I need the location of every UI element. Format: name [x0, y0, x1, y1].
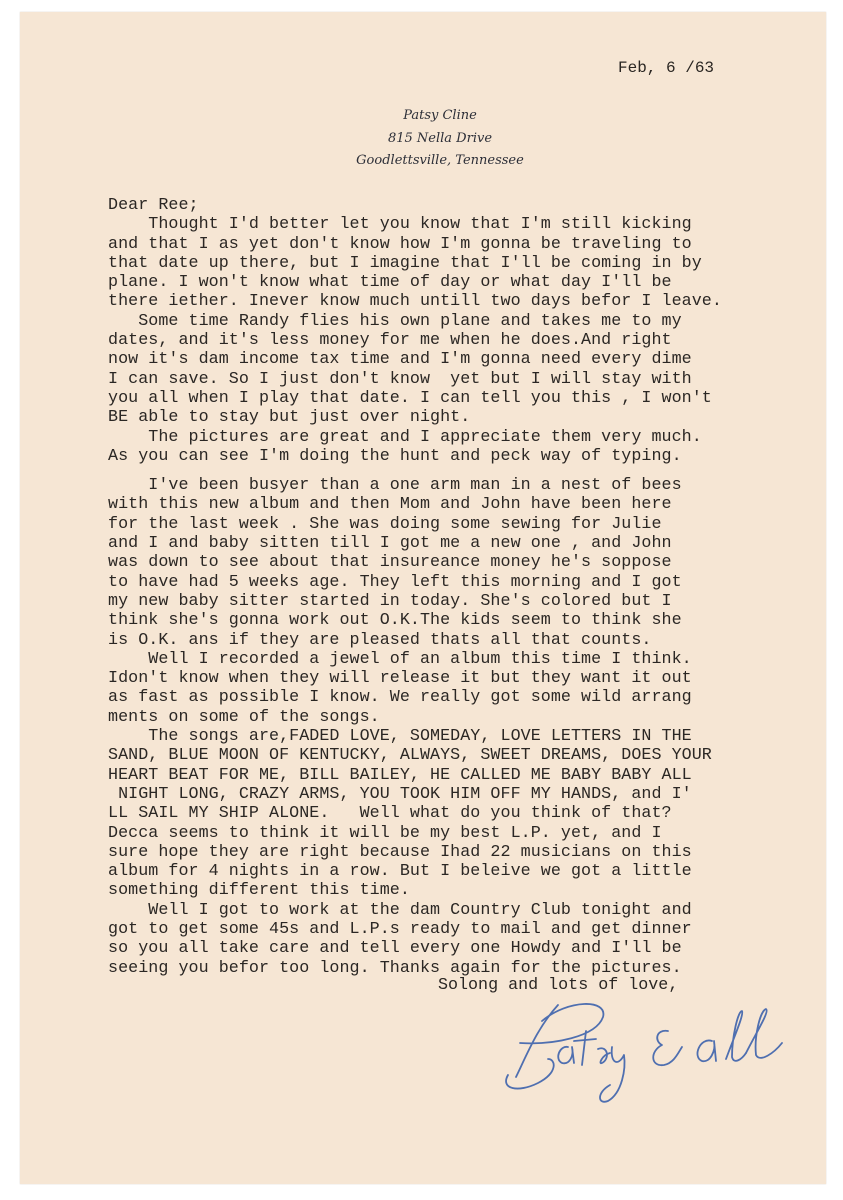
body-line: got to get some 45s and L.P.s ready to mail and get dinner	[108, 919, 692, 939]
body-line: SAND, BLUE MOON OF KENTUCKY, ALWAYS, SWEET DREAMS, DOES YOUR	[108, 746, 712, 766]
body-line: and I and baby sitten till I got me a new one , and John	[108, 534, 672, 554]
letter-date: Feb, 6 /63	[618, 59, 715, 77]
letter-paper	[20, 12, 826, 1184]
salutation: Dear Ree;	[108, 196, 199, 215]
body-line: is O.K. ans if they are pleased thats all that counts.	[108, 630, 652, 650]
body-line: that date up there, but I imagine that I'll be coming in by	[108, 253, 702, 273]
letterhead-name: Patsy Cline	[403, 108, 477, 123]
body-line: Thought I'd better let you know that I'm still kicking	[108, 215, 692, 235]
handwritten-signature	[498, 997, 798, 1107]
body-line: I can save. So I just don't know yet but I will stay with	[108, 369, 692, 389]
body-line: Well I recorded a jewel of an album this time I think.	[108, 649, 692, 669]
body-line: so you all take care and tell every one Howdy and I'll be	[108, 939, 682, 959]
body-line: was down to see about that insureance money he's soppose	[108, 553, 672, 573]
body-line: and that I as yet don't know how I'm gonna be traveling to	[108, 234, 692, 254]
body-line: HEART BEAT FOR ME, BILL BAILEY, HE CALLED ME BABY BABY ALL	[108, 765, 692, 785]
letterhead-street: 815 Nella Drive	[387, 130, 493, 146]
body-line: plane. I won't know what time of day or what day I'll be	[108, 273, 672, 293]
body-line: to have had 5 weeks age. They left this morning and I got	[108, 572, 682, 592]
body-line: seeing you befor too long. Thanks again for the pictures.	[108, 958, 682, 978]
body-line: Well I got to work at the dam Country Club tonight and	[108, 900, 692, 920]
body-line: for the last week . She was doing some sewing for Julie	[108, 514, 662, 534]
body-line: album for 4 nights in a row. But I beleive we got a little	[108, 862, 692, 882]
body-line: now it's dam income tax time and I'm gonna need every dime	[108, 350, 692, 370]
body-line: as fast as possible I know. We really got some wild arrang	[108, 688, 692, 708]
letter-body	[108, 196, 838, 978]
body-line: NIGHT LONG, CRAZY ARMS, YOU TOOK HIM OFF MY HANDS, and I'	[108, 784, 692, 804]
body-line: ments on some of the songs.	[108, 707, 380, 727]
body-line: The pictures are great and I appreciate them very much.	[108, 427, 702, 447]
body-line: As you can see I'm doing the hunt and peck way of typing.	[108, 446, 682, 466]
letter-closing: Solong and lots of love,	[438, 976, 679, 995]
body-line: BE able to stay but just over night.	[108, 408, 471, 428]
body-line: I've been busyer than a one arm man in a nest of bees	[108, 476, 682, 496]
body-line: Some time Randy flies his own plane and takes me to my	[108, 311, 682, 331]
body-line: The songs are,FADED LOVE, SOMEDAY, LOVE LETTERS IN THE	[108, 727, 692, 747]
body-line: Idon't know when they will release it but they want it out	[108, 669, 692, 689]
body-line: my new baby sitter started in today. She's colored but I	[108, 591, 672, 611]
body-line: with this new album and then Mom and John have been here	[108, 495, 672, 515]
body-line: Decca seems to think it will be my best L.P. yet, and I	[108, 823, 662, 843]
letterhead-city: Goodlettsville, Tennessee	[356, 153, 524, 168]
body-line: think she's gonna work out O.K.The kids seem to think she	[108, 611, 682, 631]
body-line: sure hope they are right because Ihad 22 musicians on this	[108, 842, 692, 862]
body-line: LL SAIL MY SHIP ALONE. Well what do you think of that?	[108, 804, 672, 824]
body-line: there iether. Inever know much untill two days befor I leave.	[108, 292, 722, 312]
paragraph-gap	[108, 466, 838, 476]
body-line: you all when I play that date. I can tell you this , I won't	[108, 388, 712, 408]
body-line: something different this time.	[108, 881, 410, 901]
letterhead	[340, 105, 540, 173]
body-line: dates, and it's less money for me when he does.And right	[108, 331, 672, 351]
